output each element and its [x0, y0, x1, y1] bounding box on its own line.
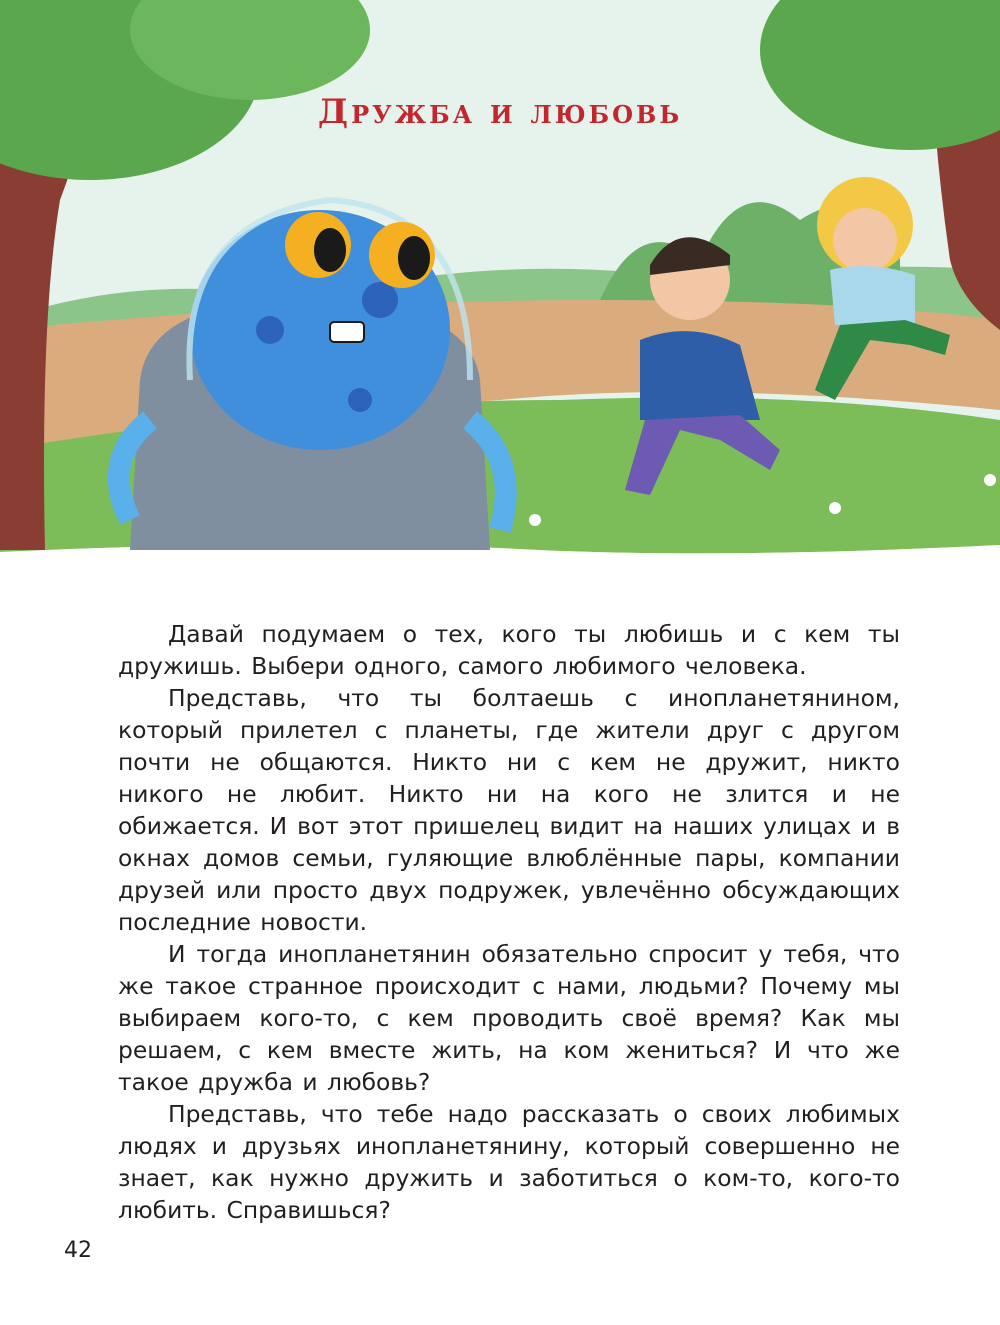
paragraph: Давай подумаем о тех, кого ты любишь и с кем ты дружишь. Выбери одного, самого любимого человека.	[118, 620, 900, 680]
alien-and-children-park-illustration	[0, 0, 1000, 590]
paragraph: И тогда инопланетянин обязательно спросит у тебя, что же такое странное происходит с нами, людьми? Почему мы выбираем кого-то, с кем проводить своё время? Как мы решаем, с кем вместе жить, на ком жениться? И что же такое дружба и любовь?	[118, 940, 900, 1096]
page-number: 42	[64, 1238, 92, 1263]
body-text	[118, 618, 900, 1226]
paragraph: Представь, что тебе надо рассказать о своих любимых людях и друзьях инопланетянину, который совершенно не знает, как нужно дружить и заботиться о ком-то, кого-то любить. Справишься?	[118, 1100, 900, 1224]
chapter-title: Дружба и любовь	[317, 92, 683, 132]
paragraph: Представь, что ты болтаешь с инопланетянином, который прилетел с планеты, где жители друг с другом почти не общаются. Никто ни с кем не дружит, никто никого не любит. Никто ни на кого не злится и не обижается. И вот этот пришелец видит на наших улицах и в окнах домов семьи, гуляющие влюблённые пары, компании друзей или просто двух подружек, увлечённо обсуждающих последние новости.	[118, 684, 900, 936]
chapter-illustration	[0, 0, 1000, 590]
